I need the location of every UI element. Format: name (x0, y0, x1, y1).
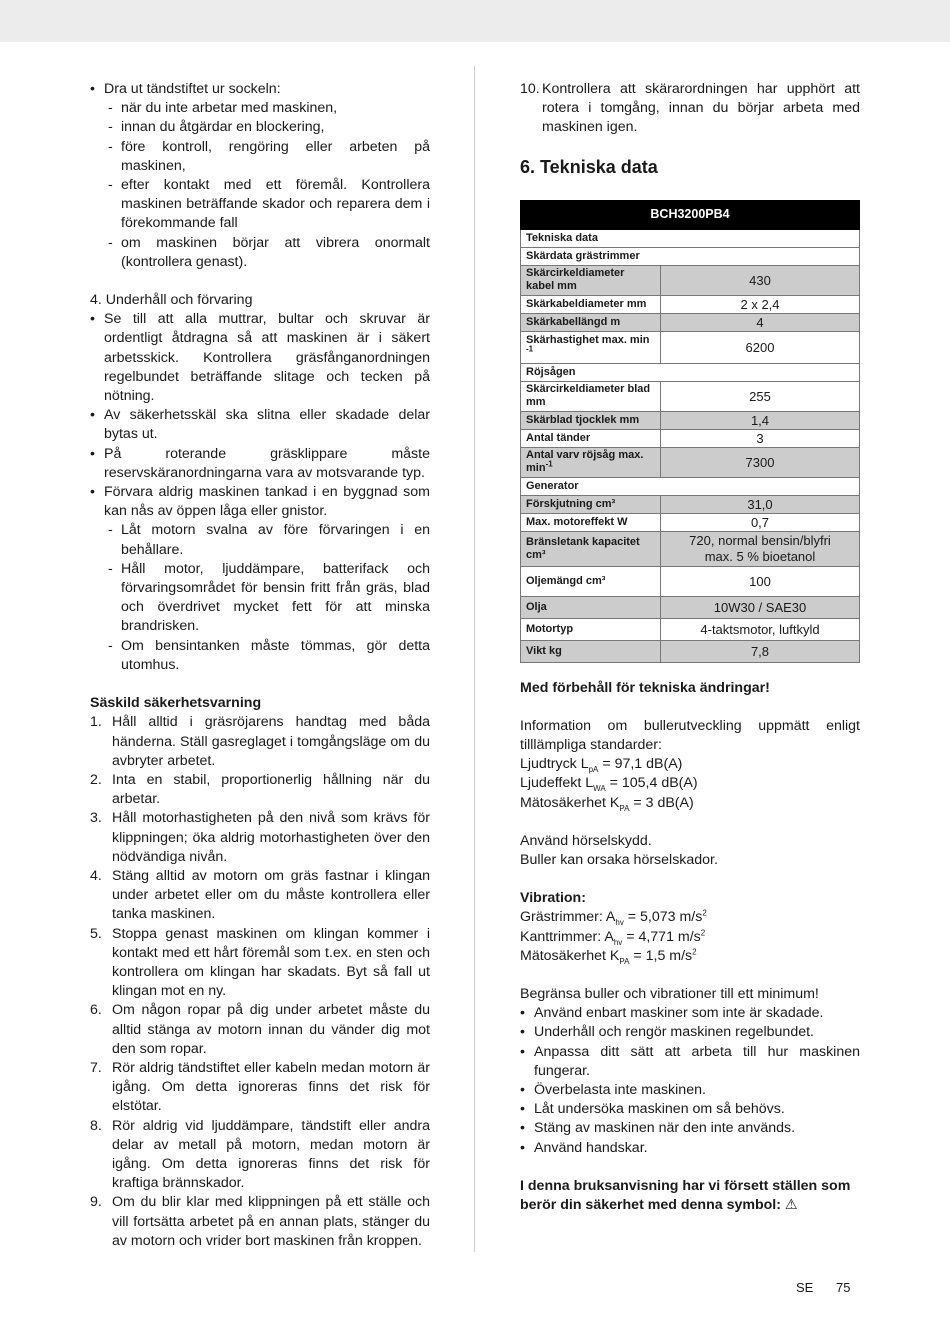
bullet-item: • Låt undersöka maskinen om så behövs. (520, 1100, 860, 1119)
section-6-title: 6. Tekniska data (520, 156, 658, 177)
dash-item: - Håll motor, ljuddämpare, batterifack och förvaringsområdet för bensin fritt från gräs, blad och överdrivet mycket fett för att minska brandrisken. (90, 560, 430, 637)
table-row: Tekniska data (521, 229, 860, 247)
vibration-edge: Kanttrimmer: $A_{hv} = 4,771$ $m/s^2$ (520, 927, 706, 947)
vibration-uncertainty: Mätosäkerhet $K_{PA} = 1,5$ $m/s^2$ (520, 947, 697, 966)
hearing-note: Använd hörselskydd. (520, 832, 652, 849)
table-row: Generator (521, 477, 860, 495)
footer-language: SE (796, 1280, 814, 1295)
noise-intro: Information om bullerutveckling uppmätt enligt tilllämpliga standarder: (520, 717, 860, 754)
noise-uncertainty: Mätosäkerhet $K_{PA} = 3$ dB(A) (520, 794, 694, 813)
table-row: Vikt kg 7,8 (521, 640, 860, 662)
table-row: Röjsågen (521, 363, 860, 381)
bullet-item: • Dra ut tändstiftet ur sockeln: (90, 80, 430, 99)
numbered-item: 5. Stoppa genast maskinen om klingan kommer i kontakt med ett hårt föremål som t.ex. en sten och kontrollera om klingan har skadats. Byt så fall ut klingan mot en ny. (90, 925, 430, 1000)
section-4-title: 4. Underhåll och förvaring (90, 292, 253, 309)
table-row: Skärkabellängd m 4 (521, 313, 860, 331)
table-row: Antal tänder 3 (521, 429, 860, 447)
noise-power: Ljudeffekt $L_{WA} = 105,4$ dB(A) (520, 775, 698, 794)
column-divider (474, 66, 475, 1252)
numbered-item: 4. Stäng alltid av motorn om gräs fastnar i klingan under arbetet eller om du måste kontrollera eller tanka maskinen. (90, 867, 430, 923)
table-row: Förskjutning cm³ 31,0 (521, 495, 860, 513)
bullet-item: • Se till att alla muttrar, bultar och skruvar är ordentligt åtdragna så att maskinen är i säkert arbetsskick. Kontrollera gräsfånganordningen regelbundet beträffande slitage och tecken på nötning. (90, 310, 430, 406)
dash-item: - om maskinen börjar att vibrera onormalt (kontrollera genast). (90, 234, 430, 272)
table-row: Skärhastighet max. min $^{-1}$ 6200 (521, 331, 860, 363)
right-column (520, 80, 860, 1215)
table-row: Skärdata grästrimmer (521, 247, 860, 265)
vibration-title: Vibration: (520, 890, 586, 907)
table-row: Bränsletank kapacitet cm³ 720, normal bensin/blyfri max. 5 % bioetanol (521, 531, 860, 566)
bullet-item: • Förvara aldrig maskinen tankad i en byggnad som kan nås av öppen låga eller gnistor. (90, 483, 430, 521)
dash-item: - när du inte arbetar med maskinen, (90, 99, 430, 118)
table-row: Skärcirkeldiameter kabel mm 430 (521, 265, 860, 295)
bullet-item: • Anpassa ditt sätt att arbeta till hur maskinen fungerar. (520, 1043, 860, 1081)
bullet-item: • På roterande gräsklippare måste reservskäranordningarna vara av motsvarande typ. (90, 445, 430, 483)
table-row: Motortyp 4-taktsmotor, luftkyld (521, 618, 860, 640)
technical-data-table (520, 200, 860, 663)
numbered-item: 10. Kontrollera att skärarordningen har upphört att rotera i tomgång, innan du börjar arbeta med maskinen igen. (520, 81, 860, 136)
table-row: Antal varv röjsåg max. $\min^{-1}$ 7300 (521, 447, 860, 477)
numbered-item: 3. Håll motorhastigheten på den nivå som krävs för klippningen; öka aldrig motorhastigheten över den nödvändiga nivån. (90, 810, 430, 865)
dash-item: - efter kontakt med ett föremål. Kontrollera maskinen beträffande skador och reparera dem i förekommande fall (90, 176, 430, 234)
safety-symbol-note: I denna bruksanvisning har vi försett ställen som berör din säkerhet med denna symbol: ⚠ (520, 1177, 851, 1214)
top-bar (0, 0, 950, 42)
hearing-note: Buller kan orsaka hörselskador. (520, 852, 718, 869)
numbered-item: 1. Håll alltid i gräsröjarens handtag med båda händerna. Ställ gasreglaget i tomgångsläge om du avbryter arbetet. (90, 714, 430, 769)
dash-item: - Om bensintanken måste tömmas, gör detta utomhus. (90, 637, 430, 675)
table-header-model: BCH3200PB4 (521, 200, 860, 229)
bullet-item: • Använd enbart maskiner som inte är skadade. (520, 1004, 860, 1023)
vibration-trimmer: Grästrimmer: $A_{hv} = 5,073$ $m/s^2$ (520, 908, 707, 928)
numbered-item: 6. Om någon ropar på dig under arbetet måste du alltid stänga av motorn innan du vänder dig mot den som ropar. (90, 1002, 430, 1057)
noise-pressure: Ljudtryck $L_{pA} = 97,1$ dB(A) (520, 756, 683, 775)
table-row: Max. motoreffekt W 0,7 (521, 513, 860, 531)
table-row: Oljemängd cm³ 100 (521, 566, 860, 596)
reservation-note: Med förbehåll för tekniska ändringar! (520, 679, 770, 696)
numbered-item: 2. Inta en stabil, proportionerlig hållning när du arbetar. (90, 771, 430, 808)
dash-item: - före kontroll, rengöring eller arbeten på maskinen, (90, 138, 430, 176)
table-row: Skärblad tjocklek mm 1,4 (521, 411, 860, 429)
numbered-item: 7. Rör aldrig tändstiftet eller kabeln medan motorn är igång. Om detta ignoreras finns det risk för elstötar. (90, 1059, 430, 1115)
numbered-item: 8. Rör aldrig vid ljuddämpare, tändstift eller andra delar av metall på motorn, medan motorn är igång. Om detta ignoreras finns det risk för kraftiga brännskador. (90, 1117, 430, 1192)
special-warning-title: Säskild säkerhetsvarning (90, 695, 262, 712)
left-column (90, 80, 430, 1251)
bullet-item: • Använd handskar. (520, 1139, 860, 1158)
bullet-item: • Stäng av maskinen när den inte används. (520, 1119, 860, 1138)
numbered-item: 9. Om du blir klar med klippningen på ett ställe och vill fortsätta arbetet på en annan plats, stänger du av motorn och vrider bort maskinen från kroppen. (90, 1194, 430, 1249)
bullet-item: • Av säkerhetsskäl ska slitna eller skadade delar bytas ut. (90, 406, 430, 444)
bullet-item: • Överbelasta inte maskinen. (520, 1081, 860, 1100)
table-row: Olja 10W30 / SAE30 (521, 596, 860, 618)
dash-item: - innan du åtgärdar en blockering, (90, 118, 430, 137)
bullet-item: • Underhåll och rengör maskinen regelbundet. (520, 1023, 860, 1042)
dash-item: - Låt motorn svalna av före förvaringen i en behållare. (90, 521, 430, 559)
limit-intro: Begränsa buller och vibrationer till ett minimum! (520, 986, 819, 1003)
page-number: 75 (836, 1280, 851, 1295)
table-row: Skärcirkeldiameter blad mm 255 (521, 381, 860, 411)
table-row: Skärkabeldiameter mm 2 x 2,4 (521, 295, 860, 313)
